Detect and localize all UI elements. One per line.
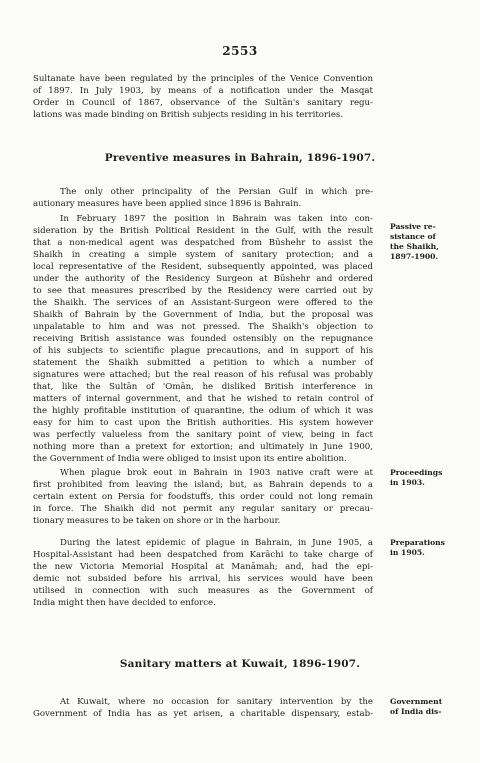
text-line: Sultanate have been regulated by the principles of the Venice Convention <box>33 74 373 84</box>
margin-note-line: in 1905. <box>390 548 425 557</box>
text-line: under the authority of the Residency Surgeon at Būshehr and ordered <box>33 274 373 284</box>
text-line: the Shaikh. The services of an Assistant-Surgeon were offered to the <box>33 298 373 308</box>
text-line: When plague brok eout in Bahrain in 1903 native craft were at <box>60 468 373 478</box>
margin-note-line: Government <box>390 697 443 706</box>
text-line: In February 1897 the position in Bahrain was taken into con- <box>60 214 373 224</box>
text-line: receiving British assistance was founded ostensibly on the repugnance <box>33 334 373 344</box>
text-line: matters of internal government, and that he wished to retain control of <box>33 394 373 404</box>
text-line: sideration by the British Political Resident in the Gulf, with the result <box>33 226 373 236</box>
text-line: At Kuwait, where no occasion for sanitary intervention by the <box>60 697 373 707</box>
text-line: nothing more than a pretext for extortion; and ultimately in June 1900, <box>33 442 373 452</box>
margin-note-line: in 1903. <box>390 478 425 487</box>
margin-note-line: the Shaikh, <box>390 242 439 251</box>
text-line: autionary measures have been applied since 1896 is Bahrain. <box>33 199 302 209</box>
text-line: first prohibited from leaving the island; but, as Bahrain depends to a <box>33 480 373 490</box>
margin-note-line: 1897-1900. <box>390 252 439 261</box>
text-line: in force. The Shaikh did not permit any regular sanitary or precau- <box>33 504 373 514</box>
text-line: utilised in connection with such measures as the Government of <box>33 586 373 596</box>
text-line: India might then have decided to enforce. <box>33 598 216 608</box>
text-line: that, like the Sultān of 'Omān, he disliked British interference in <box>33 382 373 392</box>
text-line: demic not subsided before his arrival, his services would have been <box>33 574 373 584</box>
text-line: certain extent on Persia for foodstuffs, this order could not long remain <box>33 492 373 502</box>
text-line: local representative of the Resident, subsequently appointed, was placed <box>33 262 373 272</box>
margin-note-line: sistance of <box>390 232 436 241</box>
section-heading: Sanitary matters at Kuwait, 1896-1907. <box>119 658 361 670</box>
section-heading: Preventive measures in Bahrain, 1896-1907. <box>104 152 376 164</box>
text-line: Order in Council of 1867, observance of the Sultān's sanitary regu- <box>33 98 373 108</box>
text-line: The only other principality of the Persian Gulf in which pre- <box>60 187 373 197</box>
text-line: the new Victoria Memorial Hospital at Manāmah; and, had the epi- <box>33 562 373 572</box>
margin-note-line: Proceedings <box>390 468 443 477</box>
text-line: Shaikh in creating a simple system of sanitary protection; and a <box>33 250 373 260</box>
text-line: to see that measures prescribed by the Residency were carried out by <box>33 286 373 296</box>
text-line: Shaikh of Bahrain by the Government of India, but the proposal was <box>33 310 373 320</box>
margin-note-line: of India dis- <box>390 707 442 716</box>
margin-note-line: Passive re- <box>390 222 436 231</box>
text-line: the Government of India were obliged to insist upon its entire abolition. <box>33 454 347 464</box>
text-line: signatures were attached; but the real reason of his refusal was probably <box>33 370 373 380</box>
text-line: lations was made binding on British subjects residing in his territories. <box>33 110 344 120</box>
text-line: the highly profitable institution of quarantine, the odium of which it was <box>33 406 373 416</box>
text-line: Hospital-Assistant had been despatched from Karāchi to take charge of <box>33 550 373 560</box>
text-line: tionary measures to be taken on shore or in the harbour. <box>33 516 281 526</box>
text-line: of his subjects to scientific plague precautions, and in support of his <box>33 346 373 356</box>
margin-note-line: Preparations <box>390 538 445 547</box>
text-line: unpalatable to him and was not pressed. The Shaikh's objection to <box>33 322 373 332</box>
text-line: statement the Shaikh submitted a petition to which a number of <box>33 358 373 368</box>
text-line: During the latest epidemic of plague in Bahrain, in June 1905, a <box>60 538 373 548</box>
text-line: easy for him to cast upon the British authorities. His system however <box>33 418 373 428</box>
text-line: was perfectly valueless from the sanitary point of view, being in fact <box>33 430 373 440</box>
page-number: 2553 <box>222 44 258 58</box>
text-line: Government of India has as yet arisen, a charitable dispensary, estab- <box>33 709 373 719</box>
text-line: of 1897. In July 1903, by means of a notification under the Masqat <box>33 86 373 96</box>
text-line: that a non-medical agent was despatched from Būshehr to assist the <box>33 238 373 248</box>
